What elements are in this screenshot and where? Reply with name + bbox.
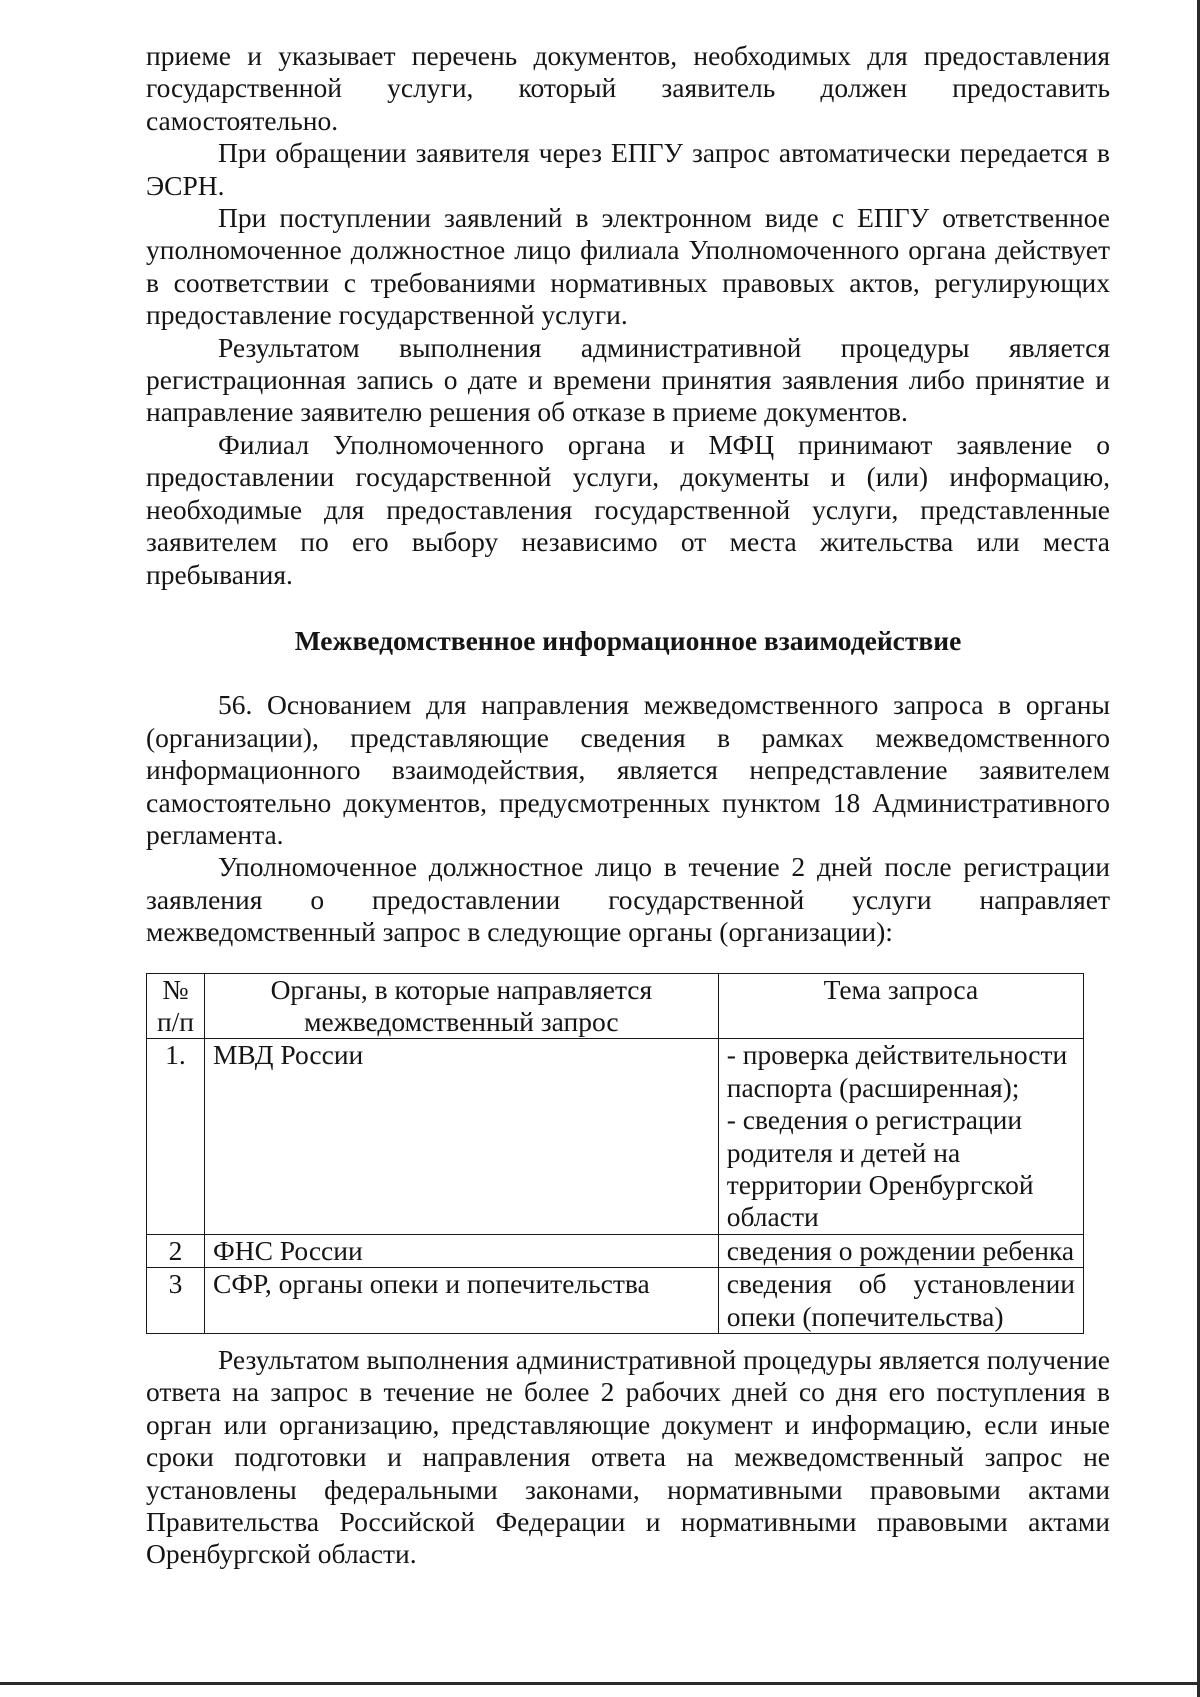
topic-line: сведения о рождении ребенка [726, 1234, 1075, 1266]
row-topic [718, 1039, 1083, 1234]
topic-line: сведения об установлении опеки (попечительства) [726, 1268, 1075, 1332]
table-row [147, 1234, 1084, 1267]
interagency-request-table [146, 973, 1084, 1334]
page-content [146, 40, 1110, 1571]
row-topic [718, 1268, 1083, 1334]
row-number: 2 [147, 1234, 205, 1267]
paragraph-response-deadline: Результатом выполнения административной процедуры является получение ответа на запрос в течение не более 2 рабочих дней со дня его поступления в орган или организацию, представляющие документ и информацию, если иные сроки подготовки и направления ответа на межведомственный запрос не установлены федеральными законами, нормативными правовыми актами Правительства Российской Федерации и нормативными правовыми актами Оренбургской области. [146, 1344, 1110, 1570]
paragraph-request-deadline: Уполномоченное должностное лицо в течение 2 дней после регистрации заявления о предоставлении государственной услуги направляет межведомственный запрос в следующие органы (организации): [146, 851, 1110, 948]
section-heading: Межведомственное информационное взаимодействие [294, 624, 962, 656]
row-number: 3 [147, 1268, 205, 1334]
row-organ: МВД России [204, 1039, 718, 1234]
header-topic: Тема запроса [718, 973, 1083, 1039]
table-row [147, 1268, 1084, 1334]
scan-edge-bottom [0, 1682, 1200, 1685]
paragraph-branch-mfc: Филиал Уполномоченного органа и МФЦ принимают заявление о предоставлении государственной услуги, документы и (или) информацию, необходимые для предоставления государственной услуги, представленные заявителем по его выбору независимо от места жительства или места пребывания. [146, 428, 1110, 590]
table-header-row [147, 973, 1084, 1039]
paragraph-electronic-applications: При поступлении заявлений в электронном виде с ЕПГУ ответственное уполномоченное должностное лицо филиала Уполномоченного органа действует в соответствии с требованиями нормативных правовых актов, регулирующих предоставление государственной услуги. [146, 202, 1110, 331]
row-number: 1. [147, 1039, 205, 1234]
paragraph-continuation: приеме и указывает перечень документов, необходимых для предоставления государственной услуги, который заявитель должен предоставить самостоятельно. [146, 40, 1110, 136]
table-row [147, 1039, 1084, 1234]
header-organ: Органы, в которые направляется межведомственный запрос [204, 973, 718, 1039]
row-organ: СФР, органы опеки и попечительства [204, 1268, 718, 1334]
paragraph-epgu-request: При обращении заявителя через ЕПГУ запрос автоматически передается в ЭСРН. [146, 137, 1110, 201]
paragraph-item-56: 56. Основанием для направления межведомственного запроса в органы (организации), представляющие сведения в рамках межведомственного информационного взаимодействия, является непредставление заявителем самостоятельно документов, предусмотренных пунктом 18 Административного регламента. [146, 689, 1110, 850]
header-number: № п/п [147, 973, 205, 1039]
topic-line: - проверка действительности паспорта (расширенная); [726, 1039, 1068, 1103]
row-topic [718, 1234, 1083, 1267]
paragraph-procedure-result: Результатом выполнения административной процедуры является регистрационная запись о дате и времени принятия заявления либо принятие и направление заявителю решения об отказе в приеме документов. [146, 331, 1110, 428]
topic-line: - сведения о регистрации родителя и детей на территории Оренбургской области [726, 1104, 1034, 1233]
row-organ: ФНС России [204, 1234, 718, 1267]
